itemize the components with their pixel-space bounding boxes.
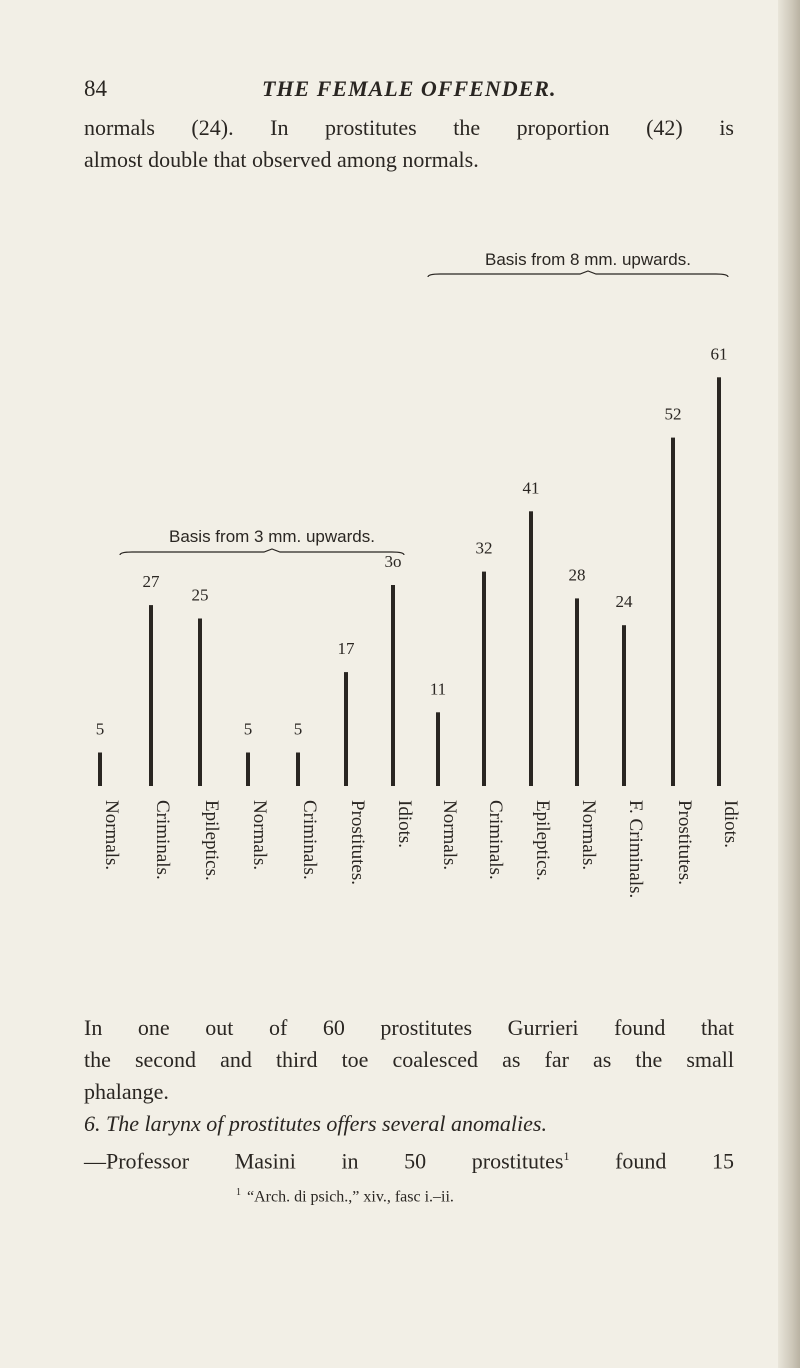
footnote-marker: 1 — [236, 1187, 241, 1198]
category-label: Criminals. — [299, 800, 320, 880]
category-label: Criminals. — [485, 800, 506, 880]
bar — [436, 712, 440, 786]
bar — [575, 598, 579, 786]
text-line: the second and third toe coalesced as far as the small — [84, 1047, 734, 1072]
category-label: Prostitutes. — [674, 800, 695, 885]
text-line — [84, 1140, 734, 1177]
category-label: Normals. — [439, 800, 460, 871]
category-label: Normals. — [101, 800, 122, 871]
category-label: Epileptics. — [201, 800, 222, 881]
category-label: Idiots. — [720, 800, 741, 849]
page-number: 84 — [84, 76, 107, 101]
bar — [98, 753, 102, 787]
text-line: normals (24). In prostitutes the proportion (42) is — [84, 115, 734, 140]
bar — [344, 672, 348, 786]
group-label: Basis from 8 mm. upwards. — [485, 250, 691, 269]
bar — [391, 585, 395, 786]
value-label: 5 — [95, 719, 105, 739]
value-label: 52 — [664, 404, 682, 424]
category-label: Normals. — [578, 800, 599, 871]
group-label: Basis from 3 mm. upwards. — [169, 527, 375, 546]
page-header — [84, 76, 710, 106]
bar — [529, 511, 533, 786]
value-label: 24 — [615, 592, 633, 612]
bar — [671, 438, 675, 786]
value-label: 11 — [429, 679, 447, 699]
value-label: 25 — [191, 585, 209, 605]
footnote-ref: 1 — [563, 1149, 570, 1163]
bar-chart — [0, 250, 800, 1000]
bar — [198, 619, 202, 787]
category-label: Idiots. — [394, 800, 415, 849]
value-label: 27 — [142, 572, 160, 592]
following-paragraph — [84, 1012, 734, 1177]
value-label: 17 — [337, 639, 355, 659]
category-label: Criminals. — [152, 800, 173, 880]
value-label: 5 — [243, 719, 253, 739]
value-label: 5 — [293, 719, 303, 739]
text-fragment: found 15 — [615, 1148, 735, 1174]
text-line: almost double that observed among normals. — [84, 147, 479, 172]
bar — [149, 605, 153, 786]
category-label: F. Criminals. — [625, 800, 646, 899]
category-label: Epileptics. — [532, 800, 553, 881]
group-brace — [428, 271, 728, 277]
bar — [246, 753, 250, 787]
text-line: In one out of 60 prostitutes Gurrieri found that — [84, 1015, 734, 1040]
running-title: THE FEMALE OFFENDER. — [262, 76, 557, 101]
category-label: Prostitutes. — [347, 800, 368, 885]
text-fragment: —Professor Masini in 50 prostitutes — [84, 1148, 564, 1174]
bar — [717, 377, 721, 786]
text-line-italic: 6. The larynx of prostitutes offers several anomalies. — [84, 1111, 547, 1136]
value-label: 41 — [522, 478, 540, 498]
footnote — [236, 1187, 454, 1206]
value-label: 3o — [384, 552, 402, 571]
bar — [482, 572, 486, 786]
footnote-text: “Arch. di psich.,” xiv., fasc i.–ii. — [247, 1188, 454, 1206]
group-brace — [120, 549, 404, 555]
bar — [296, 753, 300, 787]
value-label: 32 — [475, 538, 493, 558]
intro-paragraph — [84, 112, 734, 176]
bar — [622, 625, 626, 786]
value-label: 28 — [568, 565, 586, 585]
value-label: 61 — [710, 344, 728, 364]
text-line: phalange. — [84, 1079, 169, 1104]
category-label: Normals. — [249, 800, 270, 871]
